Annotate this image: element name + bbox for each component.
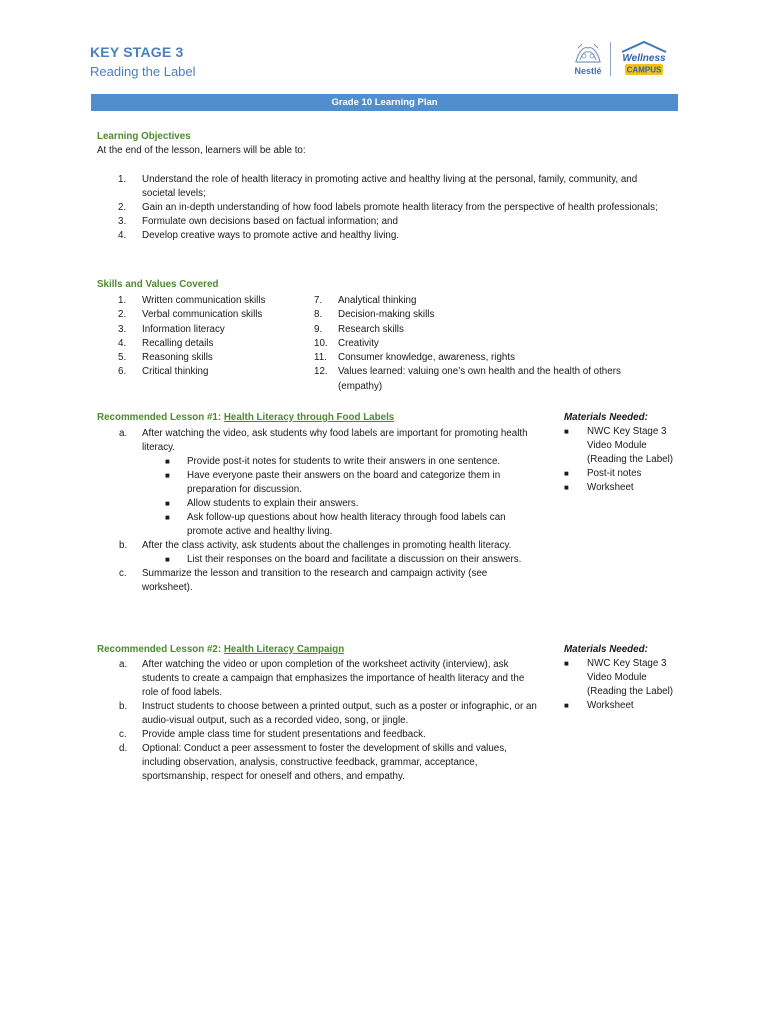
step-text: Optional: Conduct a peer assessment to foster the development of skills and values, including observation, analysis, constructive feedback, grammar, acceptance, sportsmanship, respect for oneself and others, and empathy. (142, 743, 507, 782)
lesson1-step-b (97, 539, 537, 553)
bullet-icon: ■ (165, 513, 170, 522)
substep-text: Ask follow-up questions about how health literacy through food labels can promote active and healthy living. (187, 512, 506, 537)
substep-text: Allow students to explain their answers. (187, 498, 359, 509)
lesson1-steps (97, 427, 537, 595)
material-text: Worksheet (587, 700, 634, 711)
lesson2-step-a (97, 658, 537, 700)
step-text: After the class activity, ask students about the challenges in promoting health literacy. (142, 540, 512, 551)
objective-text: Formulate own decisions based on factual information; and (142, 216, 398, 227)
objective-number: 2. (118, 202, 127, 213)
skill-number: 12. (314, 366, 328, 378)
nestle-logo (570, 40, 606, 80)
lesson2-title-link[interactable]: Health Literacy Campaign (223, 644, 345, 655)
objective-text: Understand the role of health literacy in promoting active and healthy living at the personal, family, community, and societal levels; (142, 174, 638, 199)
step-text: After watching the video or upon completion of the worksheet activity (interview), ask students to create a campaign that emphasizes the importance of health literacy and the role of food labels. (142, 659, 525, 698)
objective-item (97, 173, 662, 201)
skill-text: Recalling details (142, 337, 214, 349)
skill-item (293, 323, 663, 337)
bullet-icon: ■ (165, 499, 170, 508)
lesson2-heading (97, 643, 344, 657)
skill-number: 5. (118, 352, 127, 364)
lesson2-step-c (97, 728, 537, 742)
objective-number: 4. (118, 230, 127, 241)
material-item (564, 699, 677, 713)
lesson2-step-b (97, 700, 537, 728)
material-item (564, 467, 677, 481)
document-header (90, 44, 196, 81)
material-text: NWC Key Stage 3 Video Module (Reading the Label) (587, 426, 674, 465)
skill-text: Reasoning skills (142, 352, 213, 364)
skill-text: Consumer knowledge, awareness, rights (338, 352, 515, 364)
skill-item (293, 308, 663, 322)
step-label: b. (119, 540, 128, 551)
skill-number: 11. (314, 352, 327, 364)
skill-text: Information literacy (142, 323, 225, 335)
skill-item (97, 351, 307, 365)
objective-number: 1. (118, 174, 127, 185)
step-label: a. (119, 428, 128, 439)
skill-number: 10. (314, 337, 328, 349)
bullet-icon: ■ (165, 555, 170, 564)
material-item (564, 481, 677, 495)
bullet-icon: ■ (564, 659, 569, 668)
lesson-subtitle: Reading the Label (90, 64, 196, 79)
lesson2-step-d (97, 742, 537, 784)
objective-item (97, 229, 662, 243)
bullet-icon: ■ (165, 457, 170, 466)
learning-plan-banner: Grade 10 Learning Plan (91, 94, 678, 111)
lesson1-step-c (97, 567, 537, 595)
nestle-wordmark: Nestlé (574, 66, 602, 76)
step-text: Provide ample class time for student presentations and feedback. (142, 729, 426, 740)
step-text: Instruct students to choose between a printed output, such as a poster or infographic, or an audio-visual output, such as a recorded video, song, or jingle. (142, 701, 537, 726)
lesson1-materials (564, 411, 694, 495)
bullet-icon: ■ (564, 483, 569, 492)
key-stage-title: KEY STAGE 3 (90, 44, 184, 60)
bullet-icon: ■ (564, 701, 569, 710)
objective-item (97, 201, 662, 215)
material-text: NWC Key Stage 3 Video Module (Reading the Label) (587, 658, 674, 697)
skill-text: Critical thinking (142, 366, 209, 378)
lesson1-heading (97, 411, 394, 425)
material-item (564, 657, 677, 699)
skills-list-right (293, 294, 663, 394)
objective-text: Develop creative ways to promote active and healthy living. (142, 230, 400, 241)
substep-text: Provide post-it notes for students to write their answers in one sentence. (187, 456, 501, 467)
skill-text: Research skills (338, 323, 404, 335)
lesson1-substep (97, 553, 527, 567)
skill-item (293, 294, 663, 308)
skill-text: Creativity (338, 337, 379, 349)
lesson1-prefix: Recommended Lesson #1: (97, 412, 224, 423)
skill-item (293, 365, 663, 394)
skill-number: 6. (118, 366, 127, 378)
skill-item (97, 337, 307, 351)
wellness-campus-logo (616, 38, 672, 82)
lesson1-substep (97, 497, 527, 511)
materials-heading: Materials Needed: (564, 412, 648, 423)
substep-text: Have everyone paste their answers on the board and categorize them in preparation for discussion. (187, 470, 501, 495)
material-text: Post-it notes (587, 468, 642, 479)
lesson2-steps (97, 658, 537, 784)
step-label: a. (119, 659, 128, 670)
skill-text: Decision-making skills (338, 309, 435, 321)
lesson1-step-a (97, 427, 537, 455)
skill-item (97, 294, 307, 308)
skill-item (293, 337, 663, 351)
skill-number: 8. (314, 309, 323, 321)
bullet-icon: ■ (564, 469, 569, 478)
substep-text: List their responses on the board and facilitate a discussion on their answers. (187, 554, 522, 565)
skill-item (293, 351, 663, 365)
step-label: c. (119, 729, 127, 740)
lesson1-substep (97, 455, 527, 469)
lesson1-substep (97, 469, 527, 497)
skill-item (97, 323, 307, 337)
campus-wordmark: CAMPUS (626, 65, 662, 75)
skill-text: Verbal communication skills (142, 309, 263, 321)
logo-group (570, 38, 672, 82)
skills-list-left (97, 294, 307, 380)
skill-number: 7. (314, 295, 323, 306)
skill-text: Values learned: valuing one’s own health and the health of others (empathy) (338, 366, 621, 392)
step-text: Summarize the lesson and transition to the research and campaign activity (see worksheet). (142, 568, 488, 593)
skill-number: 1. (118, 295, 127, 306)
skill-number: 3. (118, 323, 127, 335)
step-label: b. (119, 701, 128, 712)
lesson2-prefix: Recommended Lesson #2: (97, 644, 224, 655)
bullet-icon: ■ (165, 471, 170, 480)
materials-heading: Materials Needed: (564, 644, 648, 655)
material-item (564, 425, 677, 467)
skill-number: 4. (118, 337, 127, 349)
material-text: Worksheet (587, 482, 634, 493)
objective-text: Gain an in-depth understanding of how food labels promote health literacy from the perspective of health professionals; (142, 202, 658, 213)
objectives-heading: Learning Objectives (97, 131, 191, 142)
wellness-wordmark: Wellness (622, 53, 666, 64)
logo-divider (610, 42, 611, 76)
lesson2-materials (564, 643, 694, 713)
lesson1-substep (97, 511, 527, 539)
skill-number: 9. (314, 323, 323, 335)
step-text: After watching the video, ask students why food labels are important for promoting health literacy. (142, 428, 528, 453)
objective-item (97, 215, 662, 229)
objectives-list (97, 173, 662, 243)
skills-heading: Skills and Values Covered (97, 279, 219, 290)
objective-number: 3. (118, 216, 127, 227)
skill-text: Written communication skills (142, 295, 266, 306)
skill-number: 2. (118, 309, 127, 321)
step-label: d. (119, 743, 128, 754)
skill-item (97, 308, 307, 322)
step-label: c. (119, 568, 127, 579)
skill-text: Analytical thinking (338, 295, 417, 306)
bullet-icon: ■ (564, 427, 569, 436)
objectives-intro: At the end of the lesson, learners will be able to: (97, 145, 306, 156)
skill-item (97, 365, 307, 379)
lesson1-title-link[interactable]: Health Literacy through Food Labels (223, 412, 395, 423)
